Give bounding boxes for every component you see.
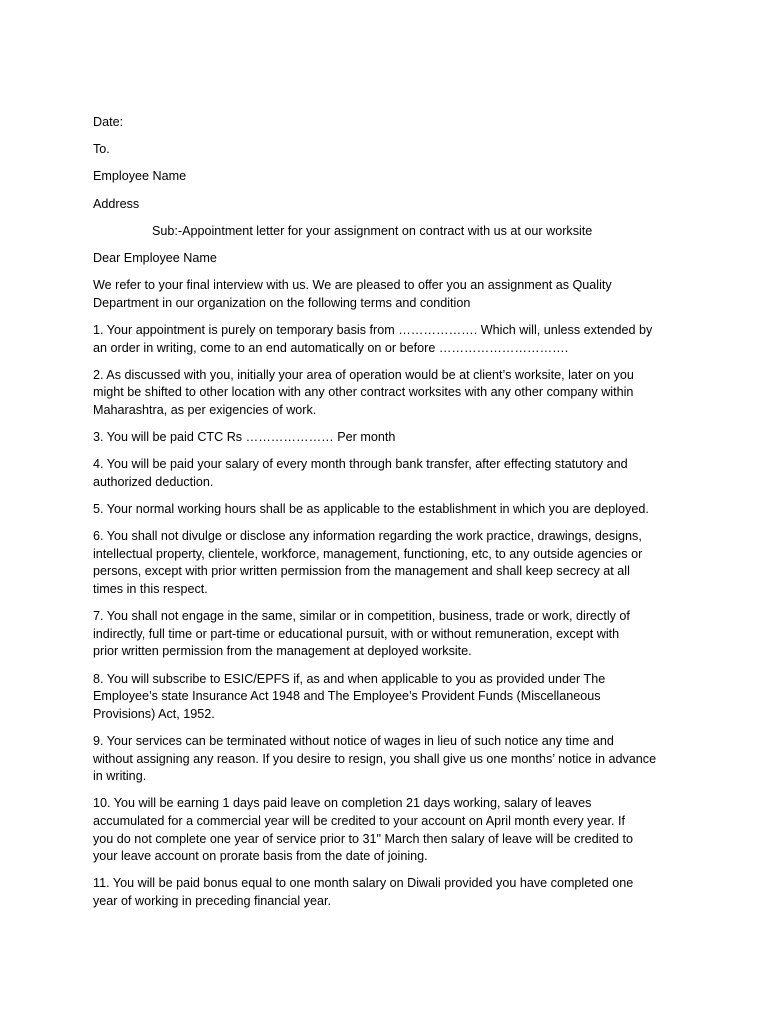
clause-11 — [93, 875, 678, 910]
clause-line: 10. You will be earning 1 days paid leave on completion 21 days working, salary of leaves — [93, 796, 592, 811]
clause-line: persons, except with prior written permission from the management and shall keep secrecy at all — [93, 564, 630, 579]
clause-line: year of working in preceding financial year. — [93, 893, 332, 908]
clause-line: 3. You will be paid CTC Rs ………………… Per month — [93, 430, 396, 445]
clause-line: Employee’s state Insurance Act 1948 and The Employee’s Provident Funds (Miscellaneous — [93, 689, 601, 704]
clause-10 — [93, 795, 678, 865]
clause-9 — [93, 733, 678, 786]
clause-4 — [93, 456, 678, 491]
letter-body — [93, 114, 678, 920]
clause-line: in writing. — [93, 769, 147, 784]
intro-paragraph — [93, 277, 678, 312]
clause-line: might be shifted to other location with any other contract worksites with any other company within — [93, 385, 634, 400]
salutation: Dear Employee Name — [93, 250, 217, 265]
clause-line: Provisions) Act, 1952. — [93, 706, 215, 721]
clause-1 — [93, 322, 678, 357]
clause-line: 7. You shall not engage in the same, similar or in competition, business, trade or work, directly of — [93, 609, 630, 624]
employee-name: Employee Name — [93, 169, 187, 184]
clause-line: an order in writing, come to an end automatically on or before …………………………. — [93, 340, 569, 355]
clause-line: accumulated for a commercial year will be credited to your account on April month every year. If — [93, 813, 625, 828]
clause-line: times in this respect. — [93, 582, 208, 596]
clause-3 — [93, 429, 678, 447]
clause-line: Maharashtra, as per exigencies of work. — [93, 402, 317, 417]
intro-line: Department in our organization on the following terms and condition — [93, 295, 471, 310]
clause-6 — [93, 528, 678, 598]
clause-line: 9. Your services can be terminated without notice of wages in lieu of such notice any time and — [93, 733, 614, 748]
clause-line: 1. Your appointment is purely on temporary basis from ………………. Which will, unless extended by — [93, 322, 653, 337]
clause-line: 4. You will be paid your salary of every month through bank transfer, after effecting statutory and — [93, 457, 628, 472]
clause-line: indirectly, full time or part-time or educational pursuit, with or without remuneration, except with — [93, 626, 620, 641]
clause-line: prior written permission from the management at deployed worksite. — [93, 644, 472, 659]
clause-line: 11. You will be paid bonus equal to one month salary on Diwali provided you have completed one — [93, 876, 634, 891]
address: Address — [93, 196, 140, 211]
clause-line: 2. As discussed with you, initially your area of operation would be at client’s worksite, later on you — [93, 367, 634, 382]
clause-line: 6. You shall not divulge or disclose any information regarding the work practice, drawings, designs, — [93, 529, 642, 544]
intro-line: We refer to your final interview with us. We are pleased to offer you an assignment as Quality — [93, 278, 612, 293]
clause-line: without assigning any reason. If you desire to resign, you shall give us one months’ notice in advance — [93, 751, 657, 766]
clause-2 — [93, 367, 678, 420]
clause-line: 5. Your normal working hours shall be as applicable to the establishment in which you are deployed. — [93, 502, 649, 517]
clause-7 — [93, 608, 678, 661]
clause-line: you do not complete one year of service prior to 31" March then salary of leave will be credited to — [93, 831, 633, 846]
clause-line: 8. You will subscribe to ESIC/EPFS if, as and when applicable to you as provided under The — [93, 671, 606, 686]
clause-line: authorized deduction. — [93, 474, 214, 489]
clause-line: your leave account on prorate basis from the date of joining. — [93, 849, 428, 864]
clause-line: intellectual property, clientele, workforce, management, functioning, etc, to any outside agencies or — [93, 546, 643, 561]
clause-8 — [93, 671, 678, 724]
to-label: To. — [93, 142, 110, 157]
date-label: Date: — [93, 115, 124, 129]
clause-5 — [93, 501, 678, 519]
subject-line: Sub:-Appointment letter for your assignment on contract with us at our worksite — [152, 223, 593, 238]
